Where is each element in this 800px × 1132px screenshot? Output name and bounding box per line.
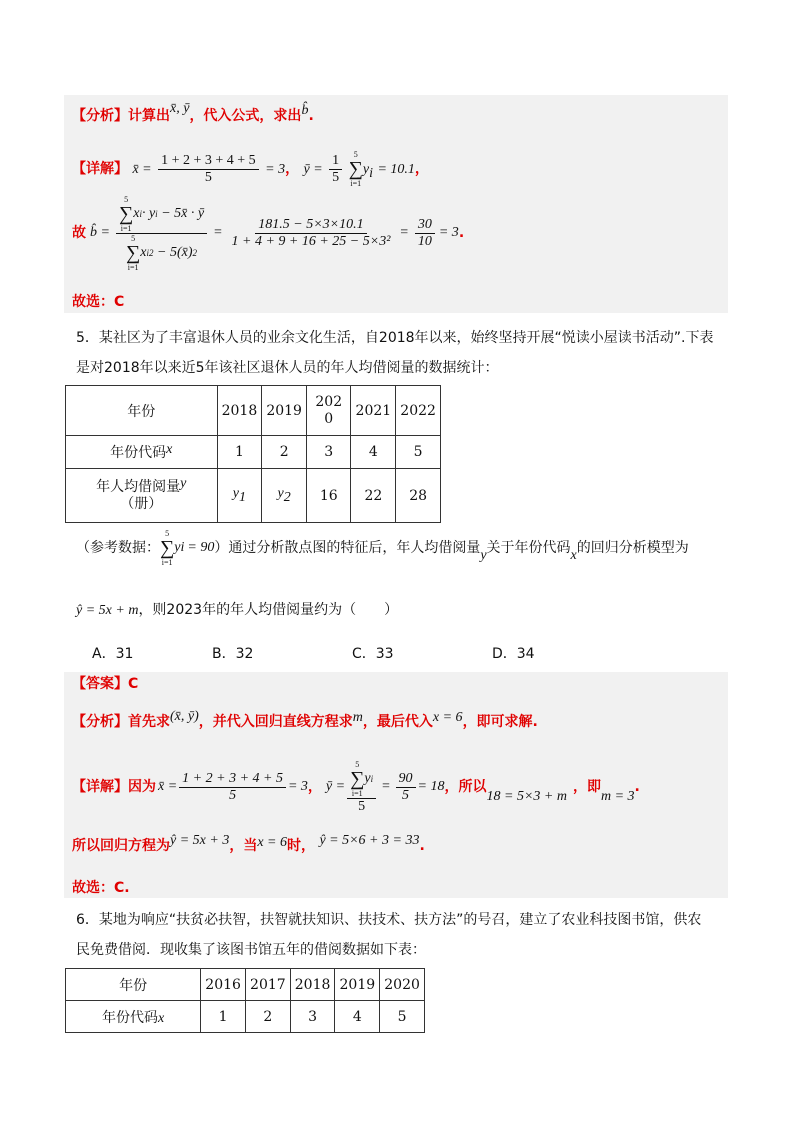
detail-tag: 【详解】 (72, 779, 128, 795)
num-y: · y (141, 205, 156, 221)
table-row (66, 1001, 425, 1033)
cell-var: y (180, 475, 187, 491)
ref-mid: 关于年份代码 (486, 540, 571, 556)
analysis-text: 计算出 (128, 108, 170, 124)
ybar-sum-fraction (347, 760, 376, 815)
ybar-numeric-num: 90 (396, 771, 416, 788)
ref-x: x (570, 548, 577, 563)
q5-option-c: C．33 (352, 646, 394, 662)
table-cell: 2019 (335, 969, 380, 1001)
detail-line-2: 【详解】 因为 x̄ = $\frac{1 + 2 + 3 + 4 + 5}{5}$ = 3 ， ȳ = 5 ∑ i=1 y i 5 = $\frac{90}{5}$ = 18 ，所以 18 = 5×3 + m ，即 m = 3 . (72, 759, 640, 814)
table-cell: 3 (307, 436, 351, 469)
reg-text: 所以回归方程为 (72, 838, 170, 854)
comma-2: ， (414, 161, 429, 177)
ji: ，即 (572, 779, 601, 795)
cell-part: 202 (315, 393, 343, 410)
xbar-lhs: x̄ = (158, 779, 178, 794)
analysis-end: . (308, 108, 314, 124)
xbar-denominator: 5 (229, 787, 237, 803)
prediction: ŷ = 5×6 + 3 = 33 (319, 833, 420, 848)
sigma-den: 5 ∑ i=1 (126, 233, 141, 272)
sigma-top: 5 (124, 194, 129, 204)
cell-label: 年份代码 (102, 1009, 159, 1026)
ybar-sigma: 5 ∑ i=1 (348, 150, 363, 188)
table-row (66, 969, 425, 1001)
table-cell: 3 (290, 1001, 335, 1033)
xbar-numerator: 1 + 2 + 3 + 4 + 5 (158, 153, 259, 170)
table-cell: 1 (217, 436, 262, 469)
choice-1: 故选：C (72, 294, 125, 310)
b-hat-lhs: b̂ = (90, 225, 110, 240)
table-cell: 1 (201, 1001, 246, 1033)
table-cell: 年份 (66, 969, 201, 1001)
b-hat-denominator: 5 ∑ i=1 x i 2 − 5(x̄) 2 (126, 233, 197, 272)
table-cell: 2021 (351, 386, 396, 436)
q5-option-a: A．31 (92, 646, 134, 662)
table-cell (262, 469, 307, 523)
xbar-fraction (179, 771, 286, 804)
table-cell: 28 (396, 469, 441, 523)
xbar-numerator: 1 + 2 + 3 + 4 + 5 (179, 771, 286, 788)
den-x: x (140, 244, 147, 260)
table-row (66, 386, 441, 436)
detail-line-1 (72, 150, 429, 188)
dot: . (634, 779, 640, 795)
ref-open: （参考数据： (76, 540, 160, 556)
shi: 时， (287, 838, 315, 854)
ybar-numeric (396, 771, 416, 804)
ybar-frac-den: 5 (332, 169, 340, 185)
ref-term: y (174, 540, 181, 555)
cell-y1-sub: 1 (239, 489, 247, 505)
ybar-result: = 18 (417, 779, 445, 794)
xbar-fraction (158, 153, 259, 186)
sigma-bottom: i=1 (127, 262, 139, 272)
analysis-point: (x̄, ȳ) (170, 709, 199, 724)
analysis-line-1 (72, 101, 314, 127)
detail-tag: 【详解】 (72, 161, 128, 177)
ybar-sum-den: 5 (358, 798, 366, 814)
table-cell: 22 (351, 469, 396, 523)
table-cell (217, 469, 262, 523)
choice-2: 故选：C. (72, 880, 130, 896)
ybar-frac-num: 1 (329, 153, 342, 170)
ybar-lhs: ȳ = (325, 779, 346, 794)
cell-var: x (166, 442, 173, 457)
ref-end: 的回归分析模型为 (576, 540, 689, 556)
table-row (66, 436, 441, 469)
ybar-result: = 10.1 (377, 162, 415, 177)
comma: ， (285, 161, 300, 177)
cell-y2: y (277, 486, 284, 502)
xbar-result: = 3 (265, 162, 286, 177)
num-tail: − 5x̄ · ȳ (161, 205, 205, 221)
analysis-math-xy: x̄, ȳ (170, 101, 190, 116)
analysis-math-b: b̂ (301, 103, 309, 118)
simplified-num: 30 (415, 217, 435, 234)
cell-part: 0 (324, 410, 334, 427)
ybar-numeric-den: 5 (402, 787, 410, 803)
table-cell: 年份 (66, 386, 218, 436)
table-cell: 2 (262, 436, 307, 469)
suoyi: ，所以 (444, 779, 487, 795)
ybar-term: y (364, 770, 371, 786)
sigma-bottom: i=1 (161, 558, 173, 567)
q5-table (65, 385, 441, 523)
simplified-den: 10 (417, 233, 432, 249)
ref-close: ）通过分析散点图的特征后，年人均借阅量 (214, 540, 481, 556)
q5-option-d: D．34 (492, 646, 535, 662)
analysis-line-2 (72, 709, 538, 733)
table-cell (66, 436, 218, 469)
table-cell: 4 (351, 436, 396, 469)
sigma-top: 5 (131, 233, 136, 243)
table-cell: 2019 (262, 386, 307, 436)
sigma-top: 5 (353, 150, 358, 159)
xbar-lhs: x̄ = (132, 162, 152, 177)
analysis-x6: x = 6 (432, 710, 463, 725)
b-hat-numerator: 5 ∑ i=1 x i · y i − 5x̄ · ȳ (116, 195, 207, 234)
numeric-num: 181.5 − 5×3×10.1 (255, 217, 366, 234)
ref-sigma: 5 ∑ i=1 (160, 529, 175, 567)
q6-line-2: 民免费借阅．现收集了该图书馆五年的借阅数据如下表： (76, 942, 426, 958)
b-hat-line: 故 b̂ = 5 ∑ i=1 x i · y i − 5x̄ · ȳ 5 ∑ i=1 x i 2 − 5(x̄) 2 = $\frac{181.5 - 5\times 3\times 10.1}{\text{1 + 4 + 9 + 16 + 25 − 5×3²}}$ = $\frac{30}{10}$ = 3 . (72, 194, 465, 272)
sigma-bottom: i=1 (351, 788, 363, 798)
q5-model-line (76, 600, 398, 621)
ybar-sum-num: 5 ∑ i=1 y i (347, 760, 376, 799)
cell-label: 年人均借阅量 (96, 478, 181, 495)
cell-unit: （册） (120, 495, 163, 512)
xbar-result: = 3 (287, 779, 308, 794)
sigma-top: 5 (165, 529, 170, 538)
because: 因为 (128, 779, 156, 795)
q5-line-2: 是对2018年以来近5年该社区退休人员的年人均借阅量的数据统计： (76, 360, 499, 376)
b-hat-result: = 3 (438, 225, 459, 240)
ybar-fraction (329, 153, 342, 186)
table-cell: 5 (380, 1001, 425, 1033)
analysis-text: 首先求 (128, 714, 170, 730)
regression-line (72, 833, 425, 857)
ybar-sub: i (369, 165, 373, 181)
ybar-term: y (362, 162, 370, 177)
sigma-top: 5 (355, 759, 360, 769)
xbar-denominator: 5 (204, 169, 212, 185)
analysis-text-2: ，并代入回归直线方程求 (198, 714, 353, 730)
analysis-tag: 【分析】 (72, 714, 128, 730)
cell-y1: y (232, 486, 240, 502)
x-equals-6: x = 6 (257, 835, 287, 850)
q6-table (65, 968, 425, 1033)
model-equation: ŷ = 5x + m (76, 603, 139, 618)
table-cell (66, 1001, 201, 1033)
numeric-den: 1 + 4 + 9 + 16 + 25 − 5×3² (231, 233, 391, 249)
table-cell: 2020 (380, 969, 425, 1001)
reg-equation: ŷ = 5x + 3 (170, 833, 230, 848)
table-cell: 16 (307, 469, 351, 523)
b-hat-numeric-fraction (229, 217, 394, 250)
b-hat-fraction (116, 195, 207, 272)
model-tail: ，则2023年的年人均借阅量约为（ ） (138, 602, 399, 618)
b-hat-simplified (415, 217, 435, 250)
sigma-bottom: i=1 (350, 179, 362, 188)
analysis-text-3: ，最后代入 (362, 714, 433, 730)
q6-line-1: 6．某地为响应“扶贫必扶智，扶智就扶知识、扶技术、扶方法”的号召，建立了农业科技图书馆，供农 (76, 912, 702, 928)
dang: ，当 (229, 838, 258, 854)
q5-reference-line: （参考数据： 5 ∑ i=1 y i = 90 ）通过分析散点图的特征后，年人均借阅量 y 关于年份代码 x 的回归分析模型为 (76, 529, 689, 567)
cell-label: 年份代码 (110, 445, 167, 461)
table-row (66, 469, 441, 523)
table-cell: 2022 (396, 386, 441, 436)
sigma-num: 5 ∑ i=1 (118, 194, 134, 233)
eq-m: 18 = 5×3 + m (486, 789, 567, 804)
m-value: m = 3 (600, 789, 635, 804)
table-cell: 2016 (201, 969, 246, 1001)
table-cell: 2018 (217, 386, 262, 436)
comma: ， (307, 779, 322, 795)
b-hat-end: . (458, 225, 465, 241)
q5-line-1: 5．某社区为了丰富退休人员的业余文化生活，自2018年以来，始终坚持开展“悦读小屋读书活动”.下表 (76, 330, 714, 346)
ref-y: y (480, 548, 487, 563)
analysis-text-4: ，即可求解. (462, 714, 538, 730)
ref-eq: = 90 (187, 540, 215, 555)
table-cell: 5 (396, 436, 441, 469)
prediction-end: . (419, 838, 425, 854)
table-cell: 2018 (290, 969, 335, 1001)
table-cell: 2017 (245, 969, 290, 1001)
ybar-lhs: ȳ = (303, 162, 323, 177)
cell-var: x (158, 1010, 165, 1026)
table-cell: 4 (335, 1001, 380, 1033)
table-cell (307, 386, 351, 436)
sigma-bottom: i=1 (120, 223, 132, 233)
analysis-m: m (352, 710, 363, 725)
gu-label: 故 (72, 225, 86, 241)
answer-line: 【答案】C (72, 676, 139, 692)
analysis-tag: 【分析】 (72, 108, 128, 124)
table-cell: 2 (245, 1001, 290, 1033)
cell-y2-sub: 2 (283, 489, 291, 505)
table-cell (66, 469, 218, 523)
analysis-text-2: ，代入公式，求出 (189, 108, 302, 124)
q5-option-b: B．32 (212, 646, 254, 662)
num-x: x (133, 205, 140, 221)
den-tail: − 5(x̄) (157, 244, 193, 260)
